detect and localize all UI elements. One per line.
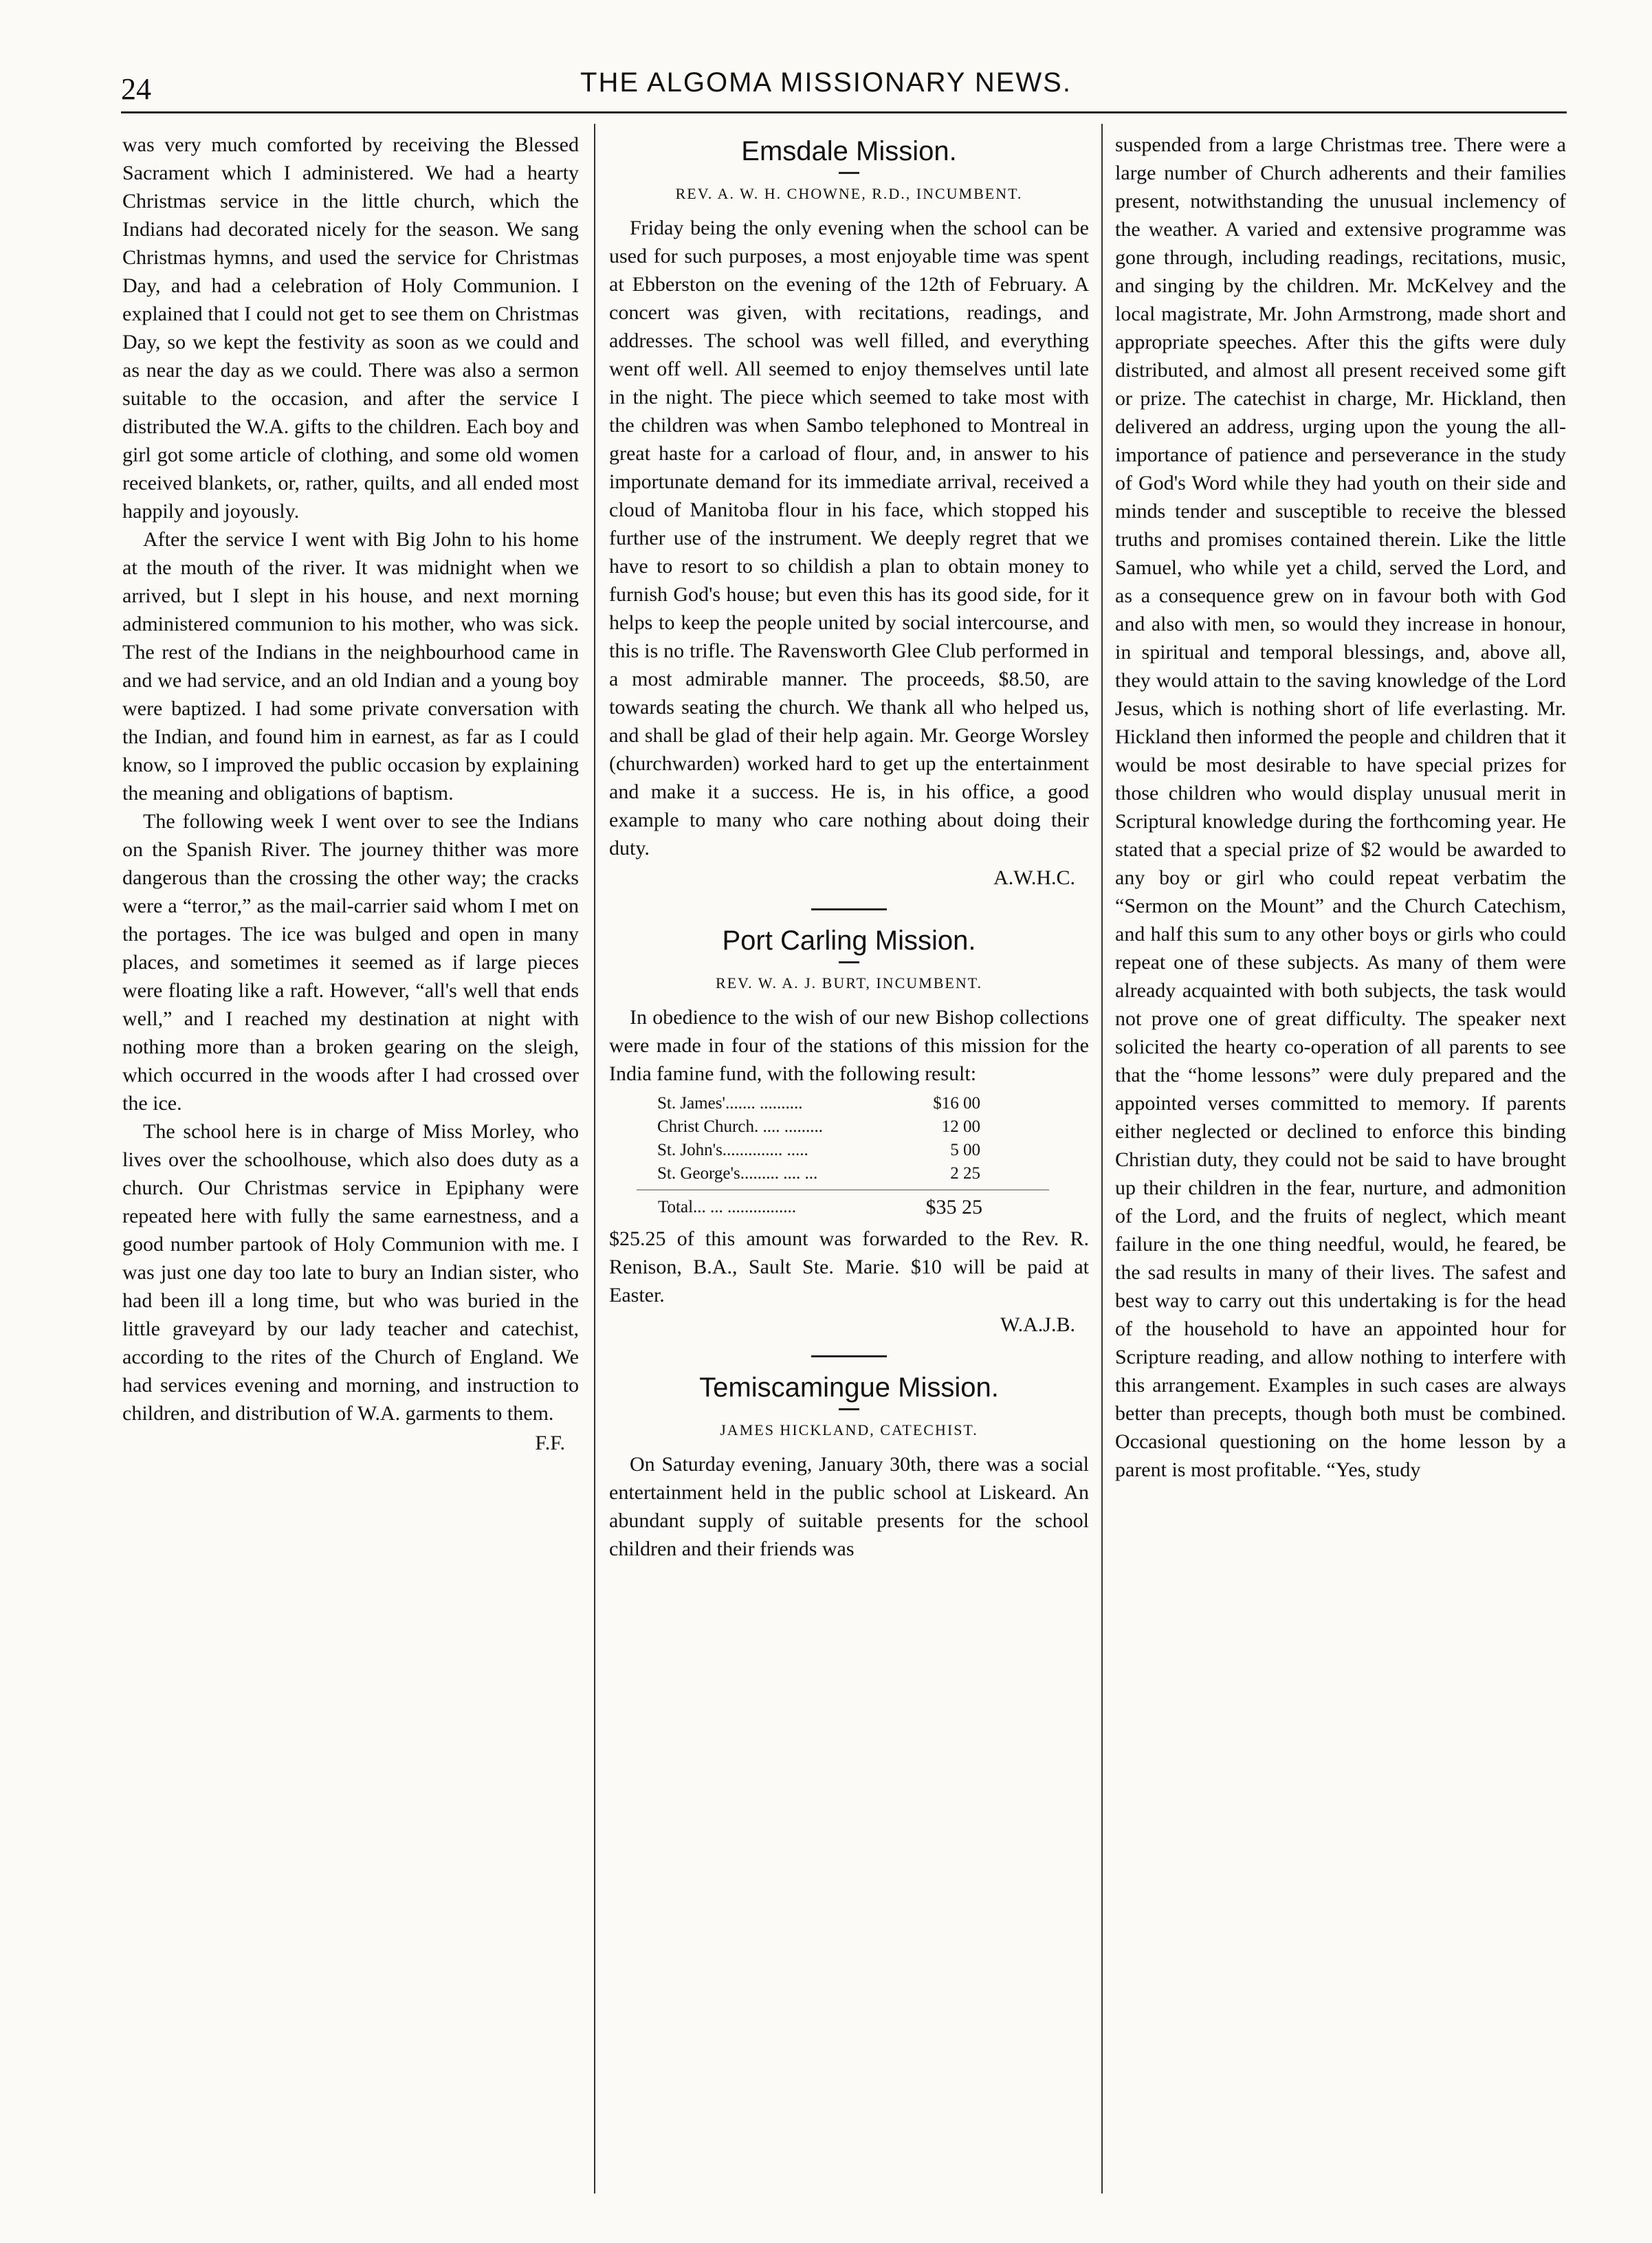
table-row bbox=[657, 1092, 980, 1115]
masthead bbox=[0, 63, 1652, 109]
signature: A.W.H.C. bbox=[993, 866, 1075, 889]
section-separator bbox=[811, 1355, 887, 1357]
byline: REV. W. A. J. BURT, INCUMBENT. bbox=[715, 974, 983, 992]
section-separator bbox=[811, 908, 887, 910]
paragraph: was very much comforted by receiving the Blessed Sacrament which I administered. We had a hearty Christmas service in the little church, which the Indians had decorated nicely for the season. We sang Christmas hymns, and used the service for Christmas Day, and had a celebration of Holy Communion. I explained that I could not get to see them on Christmas Day, so we kept the festivity as soon as we could and as near the day as we could. There was also a sermon suitable to the occasion, and after the service I distributed the W.A. gifts to the children. Each boy and girl got some article of clothing, and some old women received blankets, or, rather, quilts, and all ended most happily and joyously. bbox=[122, 133, 579, 523]
table-row bbox=[657, 1162, 980, 1185]
column-divider bbox=[594, 124, 595, 2193]
amount: $16 00 bbox=[933, 1094, 980, 1113]
paragraph: After the service I went with Big John to his home at the mouth of the river. It was midnight when we arrived, but I slept in his house, and next morning administered communion to his mother, who was sick. The rest of the Indians in the neighbourhood came in and we had service, and an old Indian and a young boy were baptized. I had some private conversation with the Indian, and found him in earnest, as far as I could know, so I improved the public occasion by explaining the meaning and obligations of baptism. bbox=[122, 528, 579, 805]
paragraph: suspended from a large Christmas tree. There were a large number of Church adherents and their families present, notwithstanding the unusual inclemency of the weather. A varied and extensive programme was gone through, including readings, recitations, music, and singing by the children. Mr. McKelvey and the local magistrate, Mr. John Armstrong, made short and appropriate speeches. After this the gifts were duly distributed, and almost all present received some gift or prize. The catechist in charge, Mr. Hickland, then delivered an address, urging upon the young the all-importance of patience and perseverance in the study of God's Word while they had youth on their side and minds tender and susceptible to receive the blessed truths and promises contained therein. Like the little Samuel, who while yet a child, served the Lord, and as a consequence grew on in favour both with God and also with men, so would they increase in honour, in spiritual and temporal blessings, and, above all, they would attain to the saving knowledge of the Lord Jesus, which is nothing short of life everlasting. Mr. Hickland then informed the people and children that it would be most desirable to have special prizes for those children who would display unusual merit in Scriptural knowledge during the forthcoming year. He stated that a special prize of $2 would be awarded to any boy or girl who could repeat verbatim the “Sermon on the Mount” and the Church Catechism, and half this sum to any other boys or girls who could repeat one of these subjects. As many of them were already acquainted with both subjects, the task would not prove one of great difficulty. The speaker next solicited the hearty co-operation of all parents to see that the “home lessons” were duly prepared and the appointed verses committed to memory. If parents either neglected or declined to enforce this binding Christian duty, they could not be said to have brought up their children in the fear, nurture, and admonition of the Lord, and the fruits of neglect, which meant failure in the one thing needful, would, he feared, be the sad results in many of their lives. The safest and best way to carry out this undertaking is for the head of the household to have an appointed hour for Scripture reading, and allow nothing to interfere with this arrangement. Examples in such cases are always better than precepts, though both must be combined. Occasional questioning on the home lesson by a parent is most profitable. “Yes, study bbox=[1115, 133, 1566, 1481]
column-divider bbox=[1101, 124, 1103, 2193]
station-name: St. George's......... .... ... bbox=[657, 1164, 818, 1183]
total-row bbox=[657, 1194, 983, 1221]
total-amount: $35 25 bbox=[925, 1196, 982, 1218]
title-dash bbox=[839, 172, 859, 174]
section-title-temiscamingue: Temiscamingue Mission. bbox=[699, 1372, 999, 1403]
paragraph: $25.25 of this amount was forwarded to the Rev. R. Renison, B.A., Sault Ste. Marie. $10 will be paid at Easter. bbox=[609, 1227, 1089, 1306]
header-rule bbox=[121, 111, 1567, 113]
collections-table bbox=[657, 1092, 980, 1185]
paragraph: Friday being the only evening when the school can be used for such purposes, a most enjoyable time was spent at Ebberston on the evening of the 12th of February. A concert was given, with recitations, readings, and addresses. The school was well filled, and everything went off well. All seemed to enjoy themselves until late in the night. The piece which seemed to take most with the children was when Sambo telephoned to Montreal in great haste for a carload of flour, and, in answer to his importunate demand for its immediate arrival, received a cloud of Manitoba flour in his face, which stopped his further use of the instrument. We deeply regret that we have to resort to so childish a plan to obtain money to furnish God's house; but even this has its good side, for it helps to keep the people united by social intercourse, and this is no trifle. The Ravensworth Glee Club performed in a most admirable manner. The proceeds, $8.50, are towards seating the church. We thank all who helped us, and shall be glad of their help again. Mr. George Worsley (churchwarden) worked hard to get up the entertainment and make it a success. He is, in his office, a good example to many who care nothing about doing their duty. bbox=[609, 217, 1089, 860]
byline: JAMES HICKLAND, CATECHIST. bbox=[720, 1421, 978, 1438]
paragraph: The school here is in charge of Miss Morley, who lives over the schoolhouse, which also does duty as a church. Our Christmas service in Epiphany were repeated here with fully the same earnestness, and a good number partook of Holy Communion with me. I was just one day too late to bury an Indian sister, who had been ill a long time, but who was buried in the little graveyard by our lady teacher and catechist, according to the rites of the Church of England. We had services evening and morning, and instruction to children, and distribution of W.A. garments to them. bbox=[122, 1120, 579, 1425]
signature: W.A.J.B. bbox=[1000, 1313, 1075, 1336]
total-label: Total... ... ................ bbox=[658, 1198, 797, 1216]
paragraph: In obedience to the wish of our new Bishop collections were made in four of the stations of this mission for the India famine fund, with the following result: bbox=[609, 1006, 1089, 1085]
amount: 5 00 bbox=[950, 1141, 980, 1159]
column-2 bbox=[609, 131, 1089, 2193]
journal-title: THE ALGOMA MISSIONARY NEWS. bbox=[580, 67, 1072, 98]
column-1 bbox=[122, 131, 579, 2193]
amount: 12 00 bbox=[941, 1117, 980, 1136]
title-dash bbox=[839, 961, 859, 963]
table-row bbox=[657, 1139, 980, 1162]
title-dash bbox=[839, 1408, 859, 1410]
station-name: St. James'....... .......... bbox=[657, 1094, 803, 1113]
byline: REV. A. W. H. CHOWNE, R.D., INCUMBENT. bbox=[675, 185, 1023, 202]
table-row bbox=[657, 1194, 983, 1221]
signature: F.F. bbox=[535, 1432, 565, 1454]
section-title-port-carling: Port Carling Mission. bbox=[722, 926, 976, 956]
column-3 bbox=[1115, 131, 1566, 2193]
paragraph: On Saturday evening, January 30th, there was a social entertainment held in the public school at Liskeard. An abundant supply of suitable presents for the school children and their friends was bbox=[609, 1453, 1089, 1560]
paragraph: The following week I went over to see the Indians on the Spanish River. The journey thither was more dangerous than the crossing the other way; the cracks were a “terror,” as the mail-carrier said whom I met on the portages. The ice was bulged and open in many places, and sometimes it seemed as if large pieces were floating like a raft. However, “all's well that ends well,” and I reached my destination at night with nothing more than a broken gearing on the sleigh, which occurred in the woods after I had crossed over the ice. bbox=[122, 810, 579, 1115]
amount: 2 25 bbox=[950, 1164, 980, 1183]
station-name: Christ Church. .... ......... bbox=[657, 1117, 823, 1136]
station-name: St. John's.............. ..... bbox=[657, 1141, 808, 1159]
table-row bbox=[657, 1115, 980, 1139]
page-number: 24 bbox=[121, 72, 151, 106]
section-title-emsdale: Emsdale Mission. bbox=[741, 136, 957, 166]
